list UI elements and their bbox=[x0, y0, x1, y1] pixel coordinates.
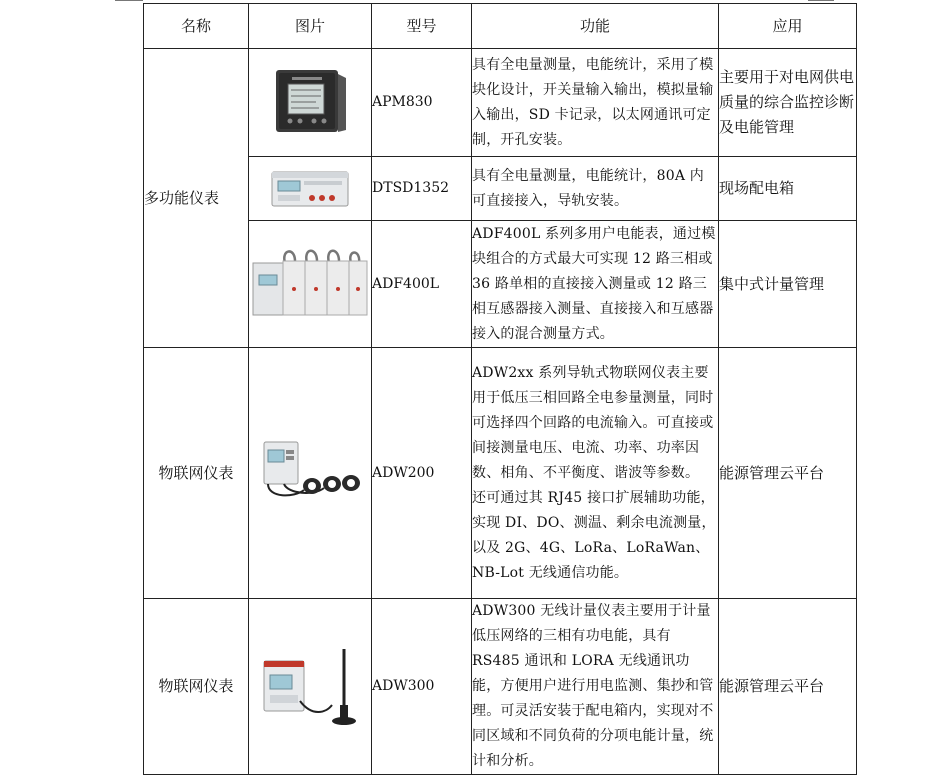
function-cell: ADF400L 系列多用户电能表，通过模块组合的方式最大可实现 12 路三相或 36 路单相的直接接入测量或 12 路三相互感器接入测量、直接接入和互感器接入的混合测量方式。 bbox=[472, 221, 719, 348]
multifunction-meter-icon bbox=[270, 68, 350, 138]
header-name: 名称 bbox=[144, 4, 249, 49]
function-cell: 具有全电量测量，电能统计，80A 内可直接接入，导轨安装。 bbox=[472, 157, 719, 221]
header-picture: 图片 bbox=[249, 4, 372, 49]
din-rail-meter-icon bbox=[268, 166, 352, 212]
function-cell: ADW2xx 系列导轨式物联网仪表主要用于低压三相回路全电参量测量，同时可选择四个回路的电流输入。可直接或间接测量电压、电流、功率、功率因数、相角、不平衡度、谐波等参数。 还可通过其 RJ45 接口扩展辅助功能，实现 DI、DO、测温、剩余电流测量，以及 2G、4G、LoRa、LoRaWan、NB-Lot 无线通信功能。 bbox=[472, 348, 719, 599]
header-model: 型号 bbox=[372, 4, 472, 49]
function-cell: 具有全电量测量，电能统计，采用了模块化设计，开关量输入输出，模拟量输入输出，SD 卡记录，以太网通讯可定制，开孔安装。 bbox=[472, 49, 719, 157]
application-cell: 能源管理云平台 bbox=[719, 599, 857, 775]
product-image-cell bbox=[249, 49, 372, 157]
page-edge-line-right bbox=[808, 0, 834, 1]
table-row bbox=[144, 49, 857, 157]
product-image-cell bbox=[249, 348, 372, 599]
category-cell: 物联网仪表 bbox=[144, 599, 249, 775]
product-image-cell bbox=[249, 221, 372, 348]
page-edge-line-left bbox=[115, 0, 143, 1]
model-cell: DTSD1352 bbox=[372, 157, 472, 221]
model-cell: ADF400L bbox=[372, 221, 472, 348]
product-image-cell bbox=[249, 599, 372, 775]
table-header-row bbox=[144, 4, 857, 49]
function-cell: ADW300 无线计量仪表主要用于计量低压网络的三相有功电能，具有 RS485 通讯和 LORA 无线通讯功能，方便用户进行用电监测、集抄和管理。可灵活安装于配电箱内，实现对不同区域和不同负荷的分项电能计量，统计和分析。 bbox=[472, 599, 719, 775]
application-cell: 能源管理云平台 bbox=[719, 348, 857, 599]
application-cell: 现场配电箱 bbox=[719, 157, 857, 221]
wireless-meter-antenna-icon bbox=[260, 647, 360, 727]
header-application: 应用 bbox=[719, 4, 857, 49]
application-cell: 主要用于对电网供电质量的综合监控诊断及电能管理 bbox=[719, 49, 857, 157]
application-cell: 集中式计量管理 bbox=[719, 221, 857, 348]
multi-user-meter-icon bbox=[251, 241, 369, 327]
model-cell: APM830 bbox=[372, 49, 472, 157]
category-cell: 多功能仪表 bbox=[144, 49, 249, 348]
product-table bbox=[143, 3, 857, 775]
table-row bbox=[144, 599, 857, 775]
table-row bbox=[144, 348, 857, 599]
table-row bbox=[144, 221, 857, 348]
iot-meter-ct-icon bbox=[254, 438, 366, 508]
model-cell: ADW300 bbox=[372, 599, 472, 775]
model-cell: ADW200 bbox=[372, 348, 472, 599]
header-function: 功能 bbox=[472, 4, 719, 49]
product-image-cell bbox=[249, 157, 372, 221]
category-cell: 物联网仪表 bbox=[144, 348, 249, 599]
table-row bbox=[144, 157, 857, 221]
